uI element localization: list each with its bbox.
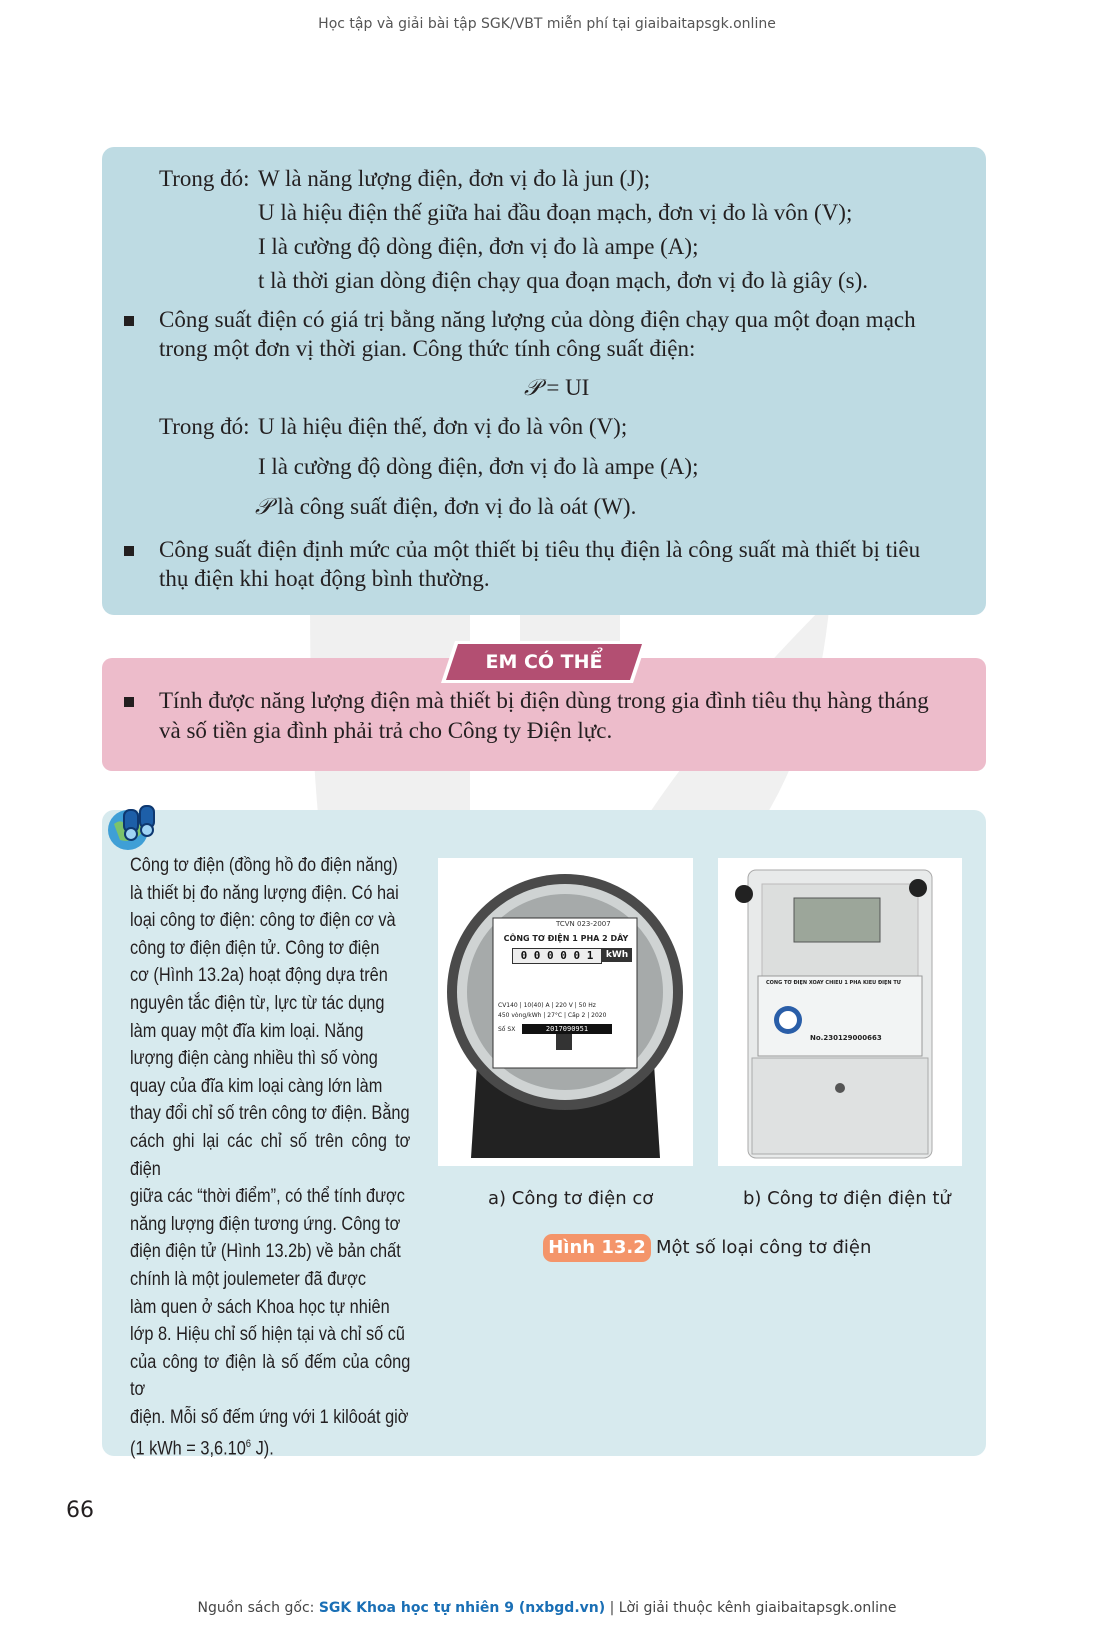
- info-line: chính là một joulemeter đã được: [130, 1268, 367, 1290]
- footer-suffix: | Lời giải thuộc kênh giaibaitapsgk.online: [605, 1600, 897, 1616]
- info-line: lượng điện càng nhiều thì số vòng: [130, 1048, 378, 1070]
- info-line: loại công tơ điện: công tơ điện cơ và: [130, 910, 396, 932]
- info-line: giữa các “thời điểm”, có thể tính được: [130, 1186, 405, 1208]
- info-paragraph: [130, 852, 410, 1463]
- info-line: cách ghi lại các chỉ số trên công tơ điện: [130, 1130, 411, 1180]
- meter-a-unit: kWh: [602, 948, 632, 962]
- photo-mechanical-meter: [438, 858, 693, 1166]
- can-do-tab: [441, 641, 647, 683]
- where2-p-text: là công suất điện, đơn vị đo là oát (W).: [271, 494, 637, 519]
- where-u-definition: U là hiệu điện thế giữa hai đầu đoạn mạch, đơn vị đo là vôn (V);: [258, 200, 853, 225]
- bullet-square: [124, 316, 134, 326]
- power-definition-line2: trong một đơn vị thời gian. Công thức tính công suất điện:: [159, 336, 696, 361]
- page-header-note: Học tập và giải bài tập SGK/VBT miễn phí tại giaibaitapsgk.online: [318, 16, 776, 32]
- info-line-last: [130, 1431, 410, 1463]
- info-line: năng lượng điện tương ứng. Công tơ: [130, 1213, 401, 1235]
- caption-a: a) Công tơ điện cơ: [488, 1188, 654, 1209]
- info-line: Công tơ điện (đồng hồ đo điện năng): [130, 855, 398, 876]
- exponent: 6: [245, 1438, 252, 1451]
- electronic-meter-illustration: [718, 858, 962, 1166]
- info-line: làm quen ở sách Khoa học tự nhiên: [130, 1296, 390, 1318]
- can-do-tab-label: EM CÓ THỂ: [485, 651, 603, 673]
- caption-b: b) Công tơ điện điện tử: [743, 1188, 951, 1209]
- figure-label: Hình 13.2: [543, 1234, 651, 1262]
- photo-electronic-meter: [718, 858, 962, 1166]
- rated-power-line2: thụ điện khi hoạt động bình thường.: [159, 566, 490, 591]
- where2-p-definition: [255, 492, 636, 521]
- info-line: thay đổi chỉ số trên công tơ điện. Bằng: [130, 1103, 410, 1125]
- info-line: điện điện tử (Hình 13.2b) về bản chất: [130, 1241, 401, 1263]
- info-line: công tơ điện điện tử. Công tơ điện: [130, 937, 380, 959]
- can-do-line1: Tính được năng lượng điện mà thiết bị điện dùng trong gia đình tiêu thụ hàng tháng: [159, 688, 929, 713]
- meter-a-title: CÔNG TƠ ĐIỆN 1 PHA 2 DÂY: [503, 934, 629, 943]
- info-line: quay của đĩa kim loại càng lớn làm: [130, 1075, 383, 1097]
- meter-a-counter: 0 0 0 0 0 1: [512, 948, 602, 964]
- meter-a-serial-label: Số SX: [498, 1026, 516, 1033]
- where2-i-definition: I là cường độ dòng điện, đơn vị đo là ampe (A);: [258, 454, 699, 479]
- info-line: điện. Mỗi số đếm ứng với 1 kilôoát giờ: [130, 1406, 409, 1428]
- power-formula-rest: = UI: [540, 375, 590, 400]
- footer-prefix: Nguồn sách gốc:: [197, 1600, 319, 1616]
- page-footer-note: [0, 1600, 1094, 1616]
- meter-b-title: CÔNG TƠ ĐIỆN XOAY CHIỀU 1 PHA KIỂU ĐIỆN TỬ: [766, 980, 901, 986]
- power-symbol: 𝒫: [255, 494, 272, 519]
- where-i-definition: I là cường độ dòng điện, đơn vị đo là ampe (A);: [258, 234, 699, 259]
- where2-u-definition: U là hiệu điện thế, đơn vị đo là vôn (V);: [258, 414, 628, 439]
- power-symbol: 𝒫: [524, 375, 541, 400]
- rated-power-line1: Công suất điện định mức của một thiết bị tiêu thụ điện là công suất mà thiết bị tiêu: [159, 537, 921, 562]
- bullet-square: [124, 546, 134, 556]
- meter-b-serial: No.230129000663: [810, 1034, 882, 1042]
- where-w-definition: W là năng lượng điện, đơn vị đo là jun (J);: [258, 166, 651, 191]
- kwh-equation-end: J).: [251, 1438, 274, 1460]
- meter-a-rating: CV140 | 10(40) A | 220 V | 50 Hz: [498, 1002, 596, 1009]
- info-line: của công tơ điện là số đếm của công tơ: [130, 1351, 411, 1401]
- power-definition-line1: Công suất điện có giá trị bằng năng lượng của dòng điện chạy qua một đoạn mạch: [159, 307, 916, 332]
- meter-a-serial: 2017090951: [522, 1024, 612, 1034]
- bullet-square: [124, 697, 134, 707]
- page-number: 66: [66, 1498, 94, 1523]
- figure-title: Một số loại công tơ điện: [656, 1237, 872, 1258]
- info-line: lớp 8. Hiệu chỉ số hiện tại và chỉ số cũ: [130, 1324, 406, 1346]
- kwh-equation: (1 kWh = 3,6.10: [130, 1438, 246, 1460]
- meter-a-code: TCVN 023-2007: [556, 920, 611, 928]
- where-prefix-1: Trong đó:: [159, 166, 250, 191]
- meter-a-rating2: 450 vòng/kWh | 27°C | Cấp 2 | 2020: [498, 1012, 607, 1019]
- where-prefix-2: Trong đó:: [159, 414, 250, 439]
- info-line: cơ (Hình 13.2a) hoạt động dựa trên: [130, 965, 388, 987]
- info-line: là thiết bị đo năng lượng điện. Có hai: [130, 882, 399, 904]
- binoculars-icon: [104, 800, 162, 852]
- power-formula: [524, 373, 589, 402]
- footer-source-link[interactable]: SGK Khoa học tự nhiên 9 (nxbgd.vn): [318, 1600, 606, 1616]
- can-do-line2: và số tiền gia đình phải trả cho Công ty Điện lực.: [159, 718, 613, 743]
- info-line: nguyên tắc điện từ, lực từ tác dụng: [130, 992, 385, 1014]
- where-t-definition: t là thời gian dòng điện chạy qua đoạn mạch, đơn vị đo là giây (s).: [258, 268, 869, 293]
- info-line: làm quay một đĩa kim loại. Năng: [130, 1020, 364, 1042]
